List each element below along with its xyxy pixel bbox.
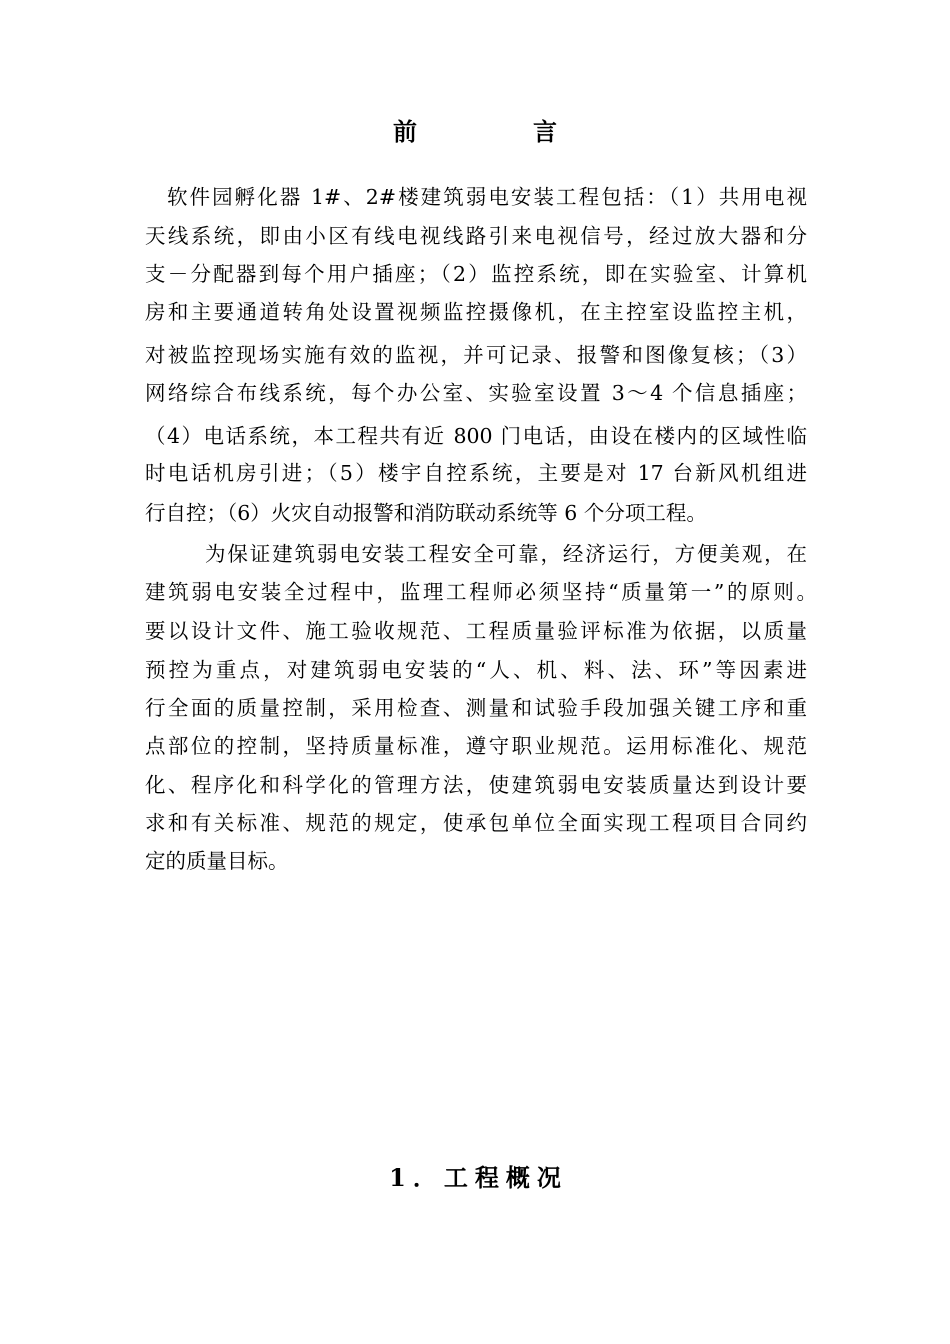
paragraph-line: 行全面的质量控制，采用检查、测量和试验手段加强关键工序和重 — [145, 696, 807, 720]
paragraph-line: 时电话机房引进；（5）楼宇自控系统，主要是对 17 台新风机组进 — [145, 461, 807, 485]
paragraph-line: 预控为重点，对建筑弱电安装的“人、机、料、法、环”等因素进 — [145, 658, 807, 682]
paragraph-line: 化、程序化和科学化的管理方法，使建筑弱电安装质量达到设计要 — [145, 773, 807, 797]
paragraph-line: 天线系统，即由小区有线电视线路引来电视信号，经过放大器和分 — [145, 224, 807, 248]
paragraph-line: 为保证建筑弱电安装工程安全可靠，经济运行，方便美观，在 — [205, 542, 807, 566]
preface-title: 前 言 — [393, 117, 603, 146]
paragraph-line: 定的质量目标。 — [145, 849, 289, 873]
paragraph-line: 求和有关标准、规范的规定，使承包单位全面实现工程项目合同约 — [145, 811, 807, 835]
paragraph-line: 对被监控现场实施有效的监视，并可记录、报警和图像复核；（3） — [145, 343, 807, 367]
paragraph-line: （4）电话系统，本工程共有近 800 门电话，由设在楼内的区域性临 — [145, 424, 807, 448]
paragraph-line: 房和主要通道转角处设置视频监控摄像机，在主控室设监控主机， — [145, 300, 807, 324]
paragraph-line: 软件园孵化器 1#、2#楼建筑弱电安装工程包括：（1）共用电视 — [167, 185, 807, 209]
paragraph-line: 行自控；（6）火灾自动报警和消防联动系统等 6 个分项工程。 — [145, 501, 707, 525]
section-title: 1．工程概况 — [389, 1163, 568, 1192]
paragraph-line: 建筑弱电安装全过程中，监理工程师必须坚持“质量第一”的原则。 — [145, 580, 817, 604]
paragraph-line: 网络综合布线系统，每个办公室、实验室设置 3～4 个信息插座； — [145, 381, 807, 405]
paragraph-line: 要以设计文件、施工验收规范、工程质量验评标准为依据，以质量 — [145, 619, 807, 643]
paragraph-line: 支－分配器到每个用户插座；（2）监控系统，即在实验室、计算机 — [145, 262, 807, 286]
paragraph-line: 点部位的控制，坚持质量标准，遵守职业规范。运用标准化、规范 — [145, 734, 807, 758]
